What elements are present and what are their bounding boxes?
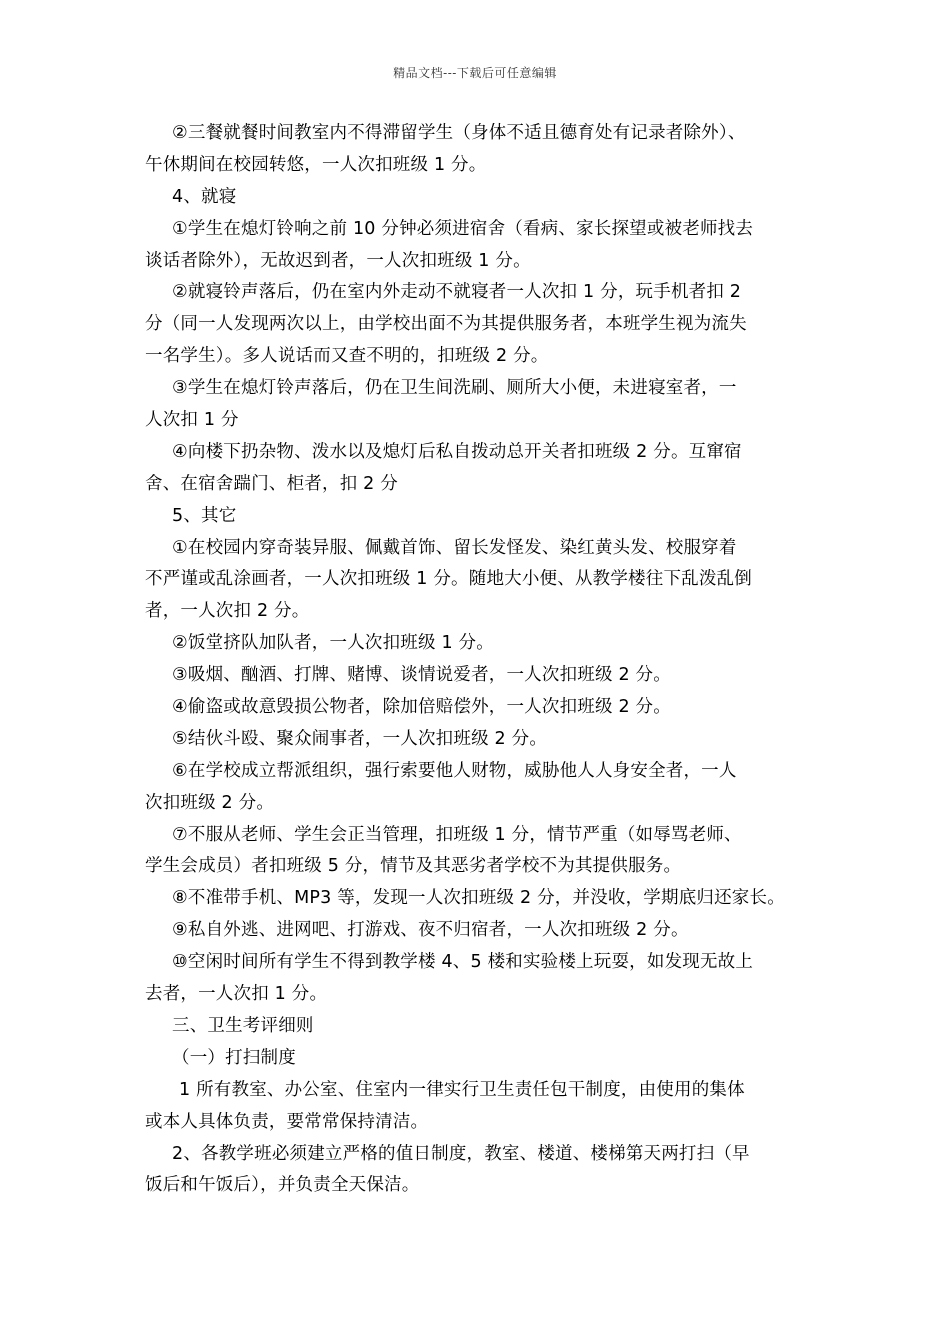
text-line: ⑨私自外逃、进网吧、打游戏、夜不归宿者，一人次扣班级 2 分。 <box>172 920 689 941</box>
section-heading: 三、卫生考评细则 <box>172 1015 314 1036</box>
text-line: 2、各教学班必须建立严格的值日制度，教室、楼道、楼梯第天两打扫（早 <box>172 1143 750 1164</box>
text-line: ①在校园内穿奇装异服、佩戴首饰、留长发怪发、染红黄头发、校服穿着 <box>172 537 737 558</box>
text-line: ①学生在熄灯铃响之前 10 分钟必须进宿舍（看病、家长探望或被老师找去 <box>172 218 754 239</box>
section-heading: 5、其它 <box>172 505 237 526</box>
text-line: ⑧不准带手机、MP3 等，发现一人次扣班级 2 分，并没收，学期底归还家长。 <box>172 888 785 909</box>
text-line: ②就寝铃声落后，仍在室内外走动不就寝者一人次扣 1 分，玩手机者扣 2 <box>172 282 742 303</box>
text-line: ④偷盗或故意毁损公物者，除加倍赔偿外，一人次扣班级 2 分。 <box>172 697 671 718</box>
text-line: 午休期间在校园转悠，一人次扣班级 1 分。 <box>145 154 487 175</box>
text-line: 人次扣 1 分 <box>145 410 239 431</box>
text-line: 去者，一人次扣 1 分。 <box>145 984 328 1005</box>
text-line: ⑦不服从老师、学生会正当管理，扣班级 1 分，情节严重（如辱骂老师、 <box>172 824 742 845</box>
text-line: 不严谨或乱涂画者，一人次扣班级 1 分。随地大小便、从教学楼往下乱泼乱倒 <box>145 569 752 590</box>
text-line: 次扣班级 2 分。 <box>145 792 275 813</box>
page-header: 精品文档---下载后可任意编辑 <box>393 66 557 80</box>
subsection-heading: （一）打扫制度 <box>172 1047 296 1068</box>
text-line: ③吸烟、酗酒、打牌、赌博、谈情说爱者，一人次扣班级 2 分。 <box>172 665 671 686</box>
section-heading: 4、就寝 <box>172 186 237 207</box>
text-line: ④向楼下扔杂物、泼水以及熄灯后私自拨动总开关者扣班级 2 分。互窜宿 <box>172 441 742 462</box>
text-line: ⑥在学校成立帮派组织，强行索要他人财物，威胁他人人身安全者，一人 <box>172 760 737 781</box>
text-line: 一名学生）。多人说话而又查不明的，扣班级 2 分。 <box>145 346 549 367</box>
text-line: 1 所有教室、办公室、住室内一律实行卫生责任包干制度，由使用的集体 <box>179 1079 745 1100</box>
text-line: 学生会成员）者扣班级 5 分，情节及其恶劣者学校不为其提供服务。 <box>145 856 682 877</box>
text-line: 或本人具体负责，要常常保持清洁。 <box>145 1111 429 1132</box>
text-line: 饭后和午饭后），并负责全天保洁。 <box>145 1175 420 1196</box>
text-line: 分（同一人发现两次以上，由学校出面不为其提供服务者，本班学生视为流失 <box>145 314 747 335</box>
text-line: ⑤结伙斗殴、聚众闹事者，一人次扣班级 2 分。 <box>172 728 548 749</box>
text-line: 者，一人次扣 2 分。 <box>145 601 310 622</box>
text-line: ②三餐就餐时间教室内不得滞留学生（身体不适且德育处有记录者除外）、 <box>172 123 746 143</box>
text-line: ②饭堂挤队加队者，一人次扣班级 1 分。 <box>172 633 494 654</box>
text-line: 谈话者除外），无故迟到者，一人次扣班级 1 分。 <box>145 250 531 271</box>
text-line: 舍、在宿舍踹门、柜者，扣 2 分 <box>145 473 398 494</box>
text-line: ⑩空闲时间所有学生不得到教学楼 4、5 楼和实验楼上玩耍，如发现无故上 <box>172 952 754 973</box>
text-line: ③学生在熄灯铃声落后，仍在卫生间洗刷、厕所大小便，未进寝室者，一 <box>172 378 737 399</box>
document-body <box>145 118 825 1202</box>
